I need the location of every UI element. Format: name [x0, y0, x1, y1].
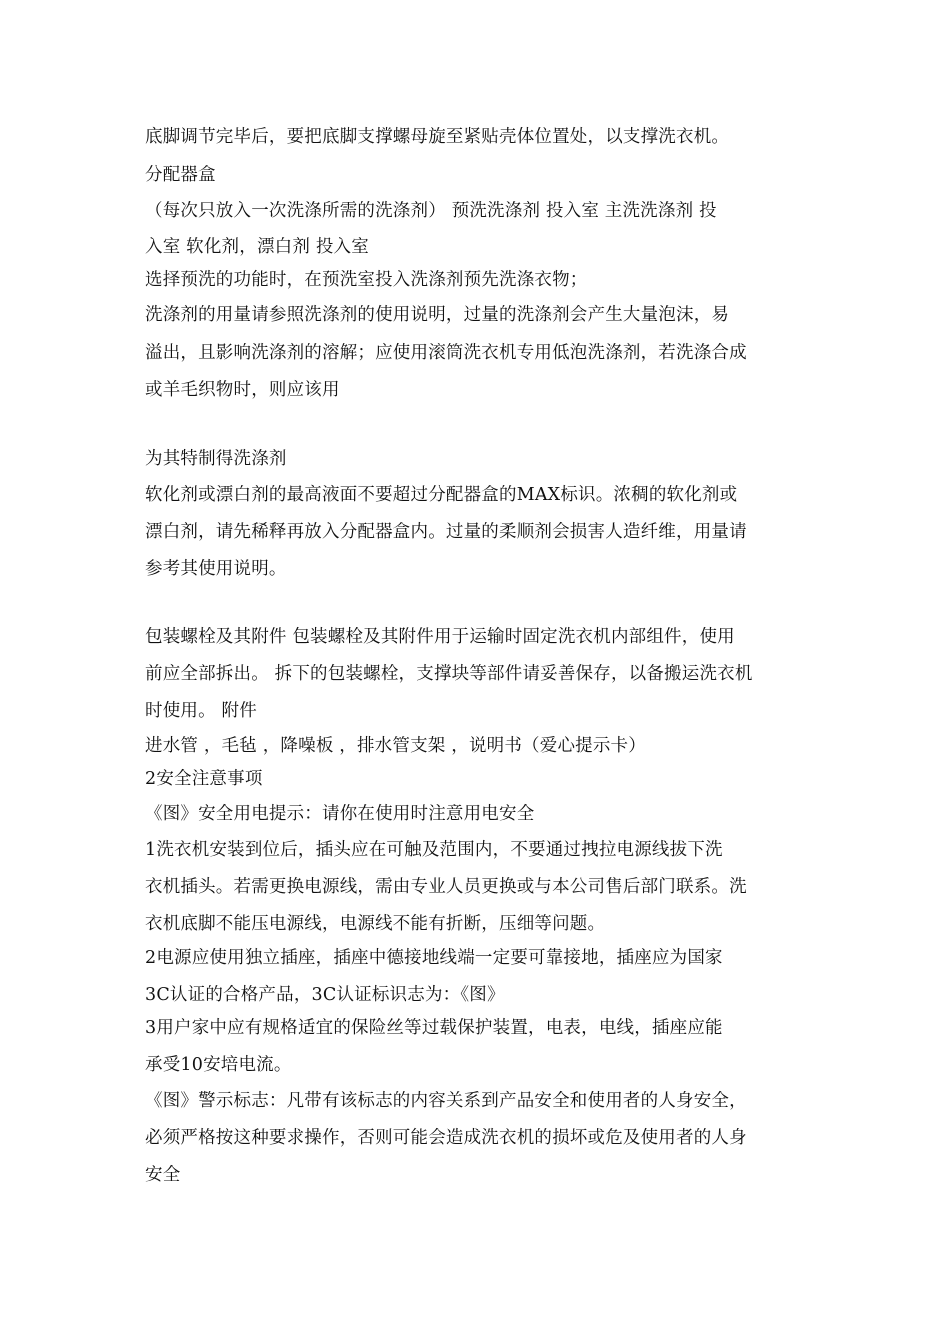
text-line: 3用户家中应有规格适宜的保险丝等过载保护装置，电表，电线，插座应能	[145, 1018, 723, 1038]
text-line: 软化剂或漂白剂的最高液面不要超过分配器盒的MAX标识。浓稠的软化剂或	[145, 485, 738, 505]
text-line: 《图》警示标志：凡带有该标志的内容关系到产品安全和使用者的人身安全，	[145, 1091, 747, 1111]
text-line: 洗涤剂的用量请参照洗涤剂的使用说明，过量的洗涤剂会产生大量泡沫，易	[145, 305, 730, 325]
text-line: 选择预洗的功能时，在预洗室投入洗涤剂预先洗涤衣物；	[145, 270, 588, 290]
text-line: 安全	[145, 1165, 181, 1185]
text-line: 1洗衣机安装到位后，插头应在可触及范围内，不要通过拽拉电源线拔下洗	[145, 840, 723, 860]
text-line: 入室 软化剂，漂白剂 投入室	[145, 237, 369, 257]
text-line: 为其特制得洗涤剂	[145, 449, 287, 469]
text-line: 底脚调节完毕后，要把底脚支撑螺母旋至紧贴壳体位置处，以支撑洗衣机。	[145, 127, 730, 147]
text-line: 参考其使用说明。	[145, 559, 287, 579]
text-line: 漂白剂，请先稀释再放入分配器盒内。过量的柔顺剂会损害人造纤维，用量请	[145, 522, 747, 542]
text-line: 衣机底脚不能压电源线，电源线不能有折断，压细等问题。	[145, 914, 606, 934]
text-line: 溢出，且影响洗涤剂的溶解；应使用滚筒洗衣机专用低泡洗涤剂，若洗涤合成	[145, 343, 747, 363]
text-line: 分配器盒	[145, 165, 216, 185]
text-line: 衣机插头。若需更换电源线，需由专业人员更换或与本公司售后部门联系。洗	[145, 877, 747, 897]
text-line: 必须严格按这种要求操作，否则可能会造成洗衣机的损坏或危及使用者的人身	[145, 1128, 747, 1148]
text-line: 《图》安全用电提示：请你在使用时注意用电安全	[145, 804, 535, 824]
text-line: 进水管 ，毛毡 ，降噪板 ，排水管支架 ，说明书（爱心提示卡）	[145, 736, 646, 756]
text-line: 包装螺栓及其附件 包装螺栓及其附件用于运输时固定洗衣机内部组件，使用	[145, 627, 735, 647]
text-line: 或羊毛织物时，则应该用	[145, 380, 340, 400]
text-line: 时使用。 附件	[145, 701, 257, 721]
text-line: 2安全注意事项	[145, 769, 263, 789]
text-line: 承受10安培电流。	[145, 1055, 292, 1075]
text-line: 3C认证的合格产品，3C认证标识志为：《图》	[145, 985, 505, 1005]
text-line: 前应全部拆出。 拆下的包装螺栓，支撑块等部件请妥善保存，以备搬运洗衣机	[145, 664, 753, 684]
text-line: （每次只放入一次洗涤所需的洗涤剂） 预洗洗涤剂 投入室 主洗洗涤剂 投	[145, 201, 717, 221]
text-line: 2电源应使用独立插座，插座中德接地线端一定要可靠接地，插座应为国家	[145, 948, 723, 968]
